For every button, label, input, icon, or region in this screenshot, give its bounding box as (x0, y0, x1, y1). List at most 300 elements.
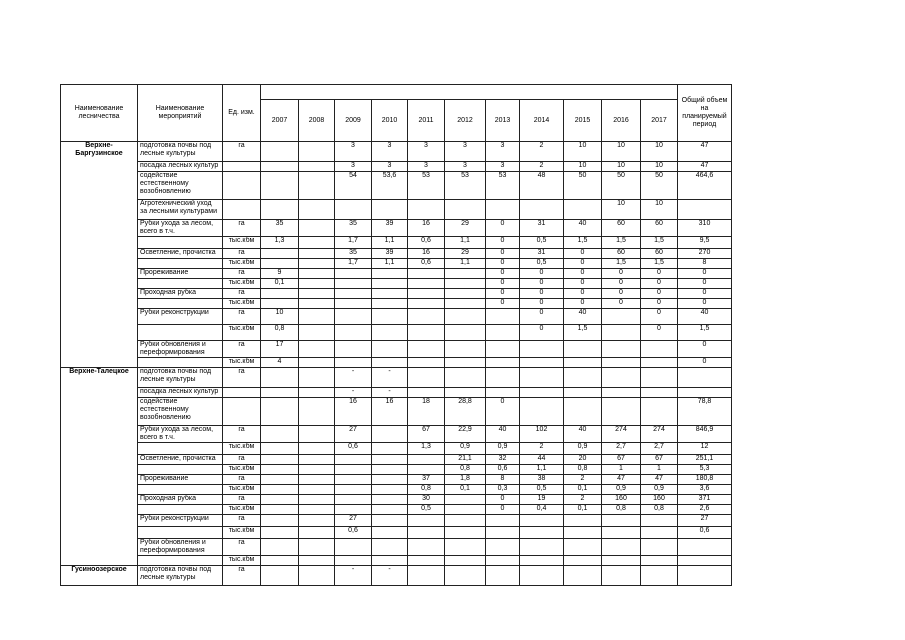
value-cell (641, 515, 678, 527)
measure-cell (138, 358, 223, 368)
table-row (61, 279, 732, 289)
value-cell: 40 (564, 309, 602, 325)
value-cell: 0 (486, 220, 520, 237)
value-cell: 2 (564, 495, 602, 505)
value-cell: 16 (408, 249, 445, 259)
value-cell: 0 (486, 249, 520, 259)
value-cell: 0,8 (602, 505, 641, 515)
value-cell: - (335, 388, 372, 398)
value-cell: 1,1 (520, 465, 564, 475)
measure-cell (138, 325, 223, 341)
value-cell: 0 (486, 289, 520, 299)
value-cell: 10 (564, 142, 602, 162)
value-cell (335, 269, 372, 279)
value-cell: 60 (641, 220, 678, 237)
value-cell: 3 (408, 162, 445, 172)
value-cell (335, 505, 372, 515)
measure-cell (138, 443, 223, 455)
total-cell: 2,6 (678, 505, 732, 515)
measure-cell: Прореживание (138, 269, 223, 279)
value-cell: 60 (602, 220, 641, 237)
table-row (61, 465, 732, 475)
value-cell (641, 341, 678, 358)
value-cell (486, 325, 520, 341)
value-cell (299, 426, 335, 443)
header-unit: Ед. изм. (223, 85, 261, 142)
table-row (61, 566, 732, 586)
value-cell (408, 388, 445, 398)
value-cell (372, 325, 408, 341)
header-year: 2008 (299, 100, 335, 142)
value-cell: 1,5 (564, 237, 602, 249)
value-cell (335, 341, 372, 358)
value-cell (408, 539, 445, 556)
value-cell: 1,1 (372, 259, 408, 269)
value-cell (299, 162, 335, 172)
value-cell (408, 341, 445, 358)
value-cell (408, 556, 445, 566)
value-cell: 35 (335, 249, 372, 259)
unit-cell: тыс.кбм (223, 556, 261, 566)
value-cell: 0 (520, 309, 564, 325)
value-cell: 0,9 (564, 443, 602, 455)
total-cell (678, 556, 732, 566)
value-cell: 2,7 (602, 443, 641, 455)
value-cell: 0,5 (520, 485, 564, 495)
value-cell: 3 (445, 162, 486, 172)
unit-cell: га (223, 249, 261, 259)
value-cell: 30 (408, 495, 445, 505)
unit-cell: га (223, 455, 261, 465)
value-cell: 0,9 (486, 443, 520, 455)
value-cell (372, 495, 408, 505)
value-cell: 8 (486, 475, 520, 485)
value-cell (408, 279, 445, 289)
value-cell: 0,9 (602, 485, 641, 495)
value-cell: 3 (486, 142, 520, 162)
table-row (61, 358, 732, 368)
value-cell: 22,9 (445, 426, 486, 443)
header-year: 2011 (408, 100, 445, 142)
value-cell: 53 (408, 172, 445, 200)
value-cell: 274 (602, 426, 641, 443)
value-cell: 0 (520, 289, 564, 299)
table-body (61, 142, 732, 586)
value-cell (520, 341, 564, 358)
value-cell (486, 566, 520, 586)
value-cell: - (372, 566, 408, 586)
header-year: 2013 (486, 100, 520, 142)
value-cell (445, 556, 486, 566)
value-cell: 0,6 (408, 259, 445, 269)
value-cell (261, 368, 299, 388)
value-cell (261, 556, 299, 566)
value-cell: 27 (335, 515, 372, 527)
total-cell: 0 (678, 341, 732, 358)
value-cell: 1,5 (602, 237, 641, 249)
total-cell: 846,9 (678, 426, 732, 443)
value-cell (261, 426, 299, 443)
table-row (61, 388, 732, 398)
value-cell (602, 398, 641, 426)
header-year: 2010 (372, 100, 408, 142)
value-cell: 2 (520, 142, 564, 162)
value-cell: 67 (602, 455, 641, 465)
header-year: 2015 (564, 100, 602, 142)
value-cell (299, 495, 335, 505)
value-cell: 0,4 (520, 505, 564, 515)
value-cell (564, 527, 602, 539)
value-cell (486, 556, 520, 566)
value-cell: 2,7 (641, 443, 678, 455)
value-cell: 47 (602, 475, 641, 485)
value-cell: 21,1 (445, 455, 486, 465)
value-cell (445, 358, 486, 368)
value-cell (408, 299, 445, 309)
value-cell (641, 358, 678, 368)
value-cell: 0,1 (261, 279, 299, 289)
value-cell (261, 398, 299, 426)
value-cell: 53,6 (372, 172, 408, 200)
value-cell (445, 200, 486, 220)
value-cell (261, 527, 299, 539)
value-cell (520, 556, 564, 566)
forestry-plan-table (60, 84, 732, 586)
value-cell (641, 527, 678, 539)
value-cell: 0,1 (445, 485, 486, 495)
value-cell (486, 341, 520, 358)
value-cell (299, 325, 335, 341)
value-cell: 10 (602, 200, 641, 220)
value-cell: 32 (486, 455, 520, 465)
total-cell: 1,5 (678, 325, 732, 341)
value-cell (372, 515, 408, 527)
unit-cell: тыс.кбм (223, 325, 261, 341)
value-cell: 0,1 (564, 485, 602, 495)
measure-cell: Рубки реконструкции (138, 309, 223, 325)
value-cell (445, 539, 486, 556)
value-cell (335, 358, 372, 368)
measure-cell: Рубки ухода за лесом, всего в т.ч. (138, 220, 223, 237)
value-cell (335, 200, 372, 220)
unit-cell: тыс.кбм (223, 299, 261, 309)
total-cell: 9,5 (678, 237, 732, 249)
value-cell: 3 (408, 142, 445, 162)
value-cell: 16 (335, 398, 372, 426)
value-cell: 1,5 (602, 259, 641, 269)
table-row (61, 341, 732, 358)
measure-cell: Прореживание (138, 475, 223, 485)
value-cell (261, 515, 299, 527)
measure-cell: Рубки обновления и переформирования (138, 341, 223, 358)
unit-cell: га (223, 539, 261, 556)
value-cell (261, 455, 299, 465)
value-cell: 0,8 (445, 465, 486, 475)
value-cell: 0 (641, 289, 678, 299)
value-cell (445, 269, 486, 279)
value-cell (641, 368, 678, 388)
value-cell (564, 388, 602, 398)
value-cell (372, 341, 408, 358)
value-cell: 10 (602, 142, 641, 162)
unit-cell (223, 388, 261, 398)
value-cell: 0,8 (564, 465, 602, 475)
value-cell (372, 539, 408, 556)
unit-cell: га (223, 309, 261, 325)
value-cell: 10 (261, 309, 299, 325)
table-row (61, 200, 732, 220)
value-cell: 0 (520, 299, 564, 309)
value-cell: 0 (564, 249, 602, 259)
value-cell (261, 465, 299, 475)
unit-cell: га (223, 495, 261, 505)
measure-cell: подготовка почвы под лесные культуры (138, 142, 223, 162)
value-cell: 3 (335, 162, 372, 172)
total-cell: 40 (678, 309, 732, 325)
unit-cell: га (223, 368, 261, 388)
value-cell (445, 279, 486, 289)
value-cell (299, 465, 335, 475)
unit-cell: га (223, 289, 261, 299)
header-years-band (261, 85, 678, 100)
total-cell: 0 (678, 289, 732, 299)
measure-cell: подготовка почвы под лесные культуры (138, 368, 223, 388)
total-cell: 0 (678, 299, 732, 309)
value-cell: 102 (520, 426, 564, 443)
value-cell (372, 556, 408, 566)
value-cell: 0 (486, 259, 520, 269)
value-cell (299, 358, 335, 368)
value-cell: 0,6 (486, 465, 520, 475)
value-cell (335, 465, 372, 475)
value-cell: 0 (486, 299, 520, 309)
value-cell (486, 527, 520, 539)
value-cell: 28,8 (445, 398, 486, 426)
value-cell: 1,7 (335, 237, 372, 249)
value-cell: 60 (602, 249, 641, 259)
value-cell (261, 539, 299, 556)
value-cell (564, 358, 602, 368)
value-cell: 3 (372, 162, 408, 172)
value-cell (299, 566, 335, 586)
value-cell (261, 259, 299, 269)
value-cell (408, 289, 445, 299)
measure-cell (138, 527, 223, 539)
value-cell (261, 289, 299, 299)
table-row (61, 527, 732, 539)
value-cell (520, 358, 564, 368)
value-cell: 0,9 (641, 485, 678, 495)
value-cell (445, 309, 486, 325)
value-cell (445, 289, 486, 299)
value-cell: 0,5 (520, 237, 564, 249)
unit-cell: тыс.кбм (223, 505, 261, 515)
table-row (61, 259, 732, 269)
value-cell: 10 (564, 162, 602, 172)
value-cell (602, 527, 641, 539)
value-cell (261, 485, 299, 495)
value-cell (486, 515, 520, 527)
total-cell: 47 (678, 142, 732, 162)
value-cell: 3 (445, 142, 486, 162)
unit-cell: га (223, 426, 261, 443)
unit-cell: тыс.кбм (223, 358, 261, 368)
measure-cell: содействие естественному возобновлению (138, 172, 223, 200)
value-cell (602, 368, 641, 388)
value-cell (335, 485, 372, 495)
table-row (61, 515, 732, 527)
table-row (61, 289, 732, 299)
unit-cell: га (223, 269, 261, 279)
value-cell: 0,5 (408, 505, 445, 515)
value-cell (299, 341, 335, 358)
value-cell: 50 (602, 172, 641, 200)
value-cell: 0,8 (408, 485, 445, 495)
value-cell: 17 (261, 341, 299, 358)
value-cell (299, 398, 335, 426)
value-cell (520, 200, 564, 220)
value-cell (445, 566, 486, 586)
value-cell: 0 (641, 309, 678, 325)
table-row (61, 299, 732, 309)
value-cell: 3 (335, 142, 372, 162)
value-cell (299, 237, 335, 249)
value-cell: 16 (372, 398, 408, 426)
value-cell: 0,3 (486, 485, 520, 495)
value-cell (564, 515, 602, 527)
table-row (61, 398, 732, 426)
table-row (61, 220, 732, 237)
table-row (61, 485, 732, 495)
measure-cell (138, 237, 223, 249)
value-cell (564, 368, 602, 388)
value-cell (408, 200, 445, 220)
forestry-name: Гусиноозерское (61, 566, 138, 586)
measure-cell (138, 259, 223, 269)
value-cell: 0 (486, 279, 520, 289)
value-cell: 10 (641, 200, 678, 220)
value-cell (602, 566, 641, 586)
unit-cell: га (223, 515, 261, 527)
total-cell: 0 (678, 279, 732, 289)
value-cell (299, 455, 335, 465)
value-cell (445, 388, 486, 398)
value-cell (602, 309, 641, 325)
forestry-name: Верхне-Баргузинское (61, 142, 138, 368)
value-cell: 0 (641, 299, 678, 309)
table-row (61, 269, 732, 279)
table-row (61, 556, 732, 566)
value-cell (299, 527, 335, 539)
value-cell (445, 505, 486, 515)
value-cell: 27 (335, 426, 372, 443)
value-cell (261, 249, 299, 259)
value-cell: 0,6 (335, 443, 372, 455)
table-row (61, 142, 732, 162)
value-cell (335, 475, 372, 485)
value-cell: 1 (641, 465, 678, 475)
unit-cell (223, 398, 261, 426)
value-cell: 0,6 (408, 237, 445, 249)
value-cell (299, 172, 335, 200)
value-cell: 10 (602, 162, 641, 172)
value-cell: - (372, 368, 408, 388)
unit-cell: га (223, 220, 261, 237)
value-cell (520, 515, 564, 527)
value-cell (486, 368, 520, 388)
value-cell (335, 325, 372, 341)
value-cell: 0 (602, 279, 641, 289)
value-cell (261, 566, 299, 586)
unit-cell: тыс.кбм (223, 527, 261, 539)
value-cell: 29 (445, 220, 486, 237)
value-cell (520, 527, 564, 539)
unit-cell: га (223, 475, 261, 485)
value-cell: 0 (602, 299, 641, 309)
value-cell: 38 (520, 475, 564, 485)
measure-cell (138, 299, 223, 309)
measure-cell: Осветление, прочистка (138, 249, 223, 259)
total-cell (678, 368, 732, 388)
unit-cell (223, 172, 261, 200)
value-cell: 0,6 (335, 527, 372, 539)
header-year: 2017 (641, 100, 678, 142)
measure-cell: Рубки реконструкции (138, 515, 223, 527)
value-cell: 50 (641, 172, 678, 200)
value-cell (372, 475, 408, 485)
value-cell: 54 (335, 172, 372, 200)
value-cell: 0 (486, 495, 520, 505)
value-cell: 3 (486, 162, 520, 172)
value-cell (520, 539, 564, 556)
value-cell: 35 (261, 220, 299, 237)
value-cell (299, 279, 335, 289)
value-cell (261, 142, 299, 162)
table-row (61, 495, 732, 505)
value-cell (372, 200, 408, 220)
value-cell: 35 (335, 220, 372, 237)
value-cell (299, 249, 335, 259)
value-cell: 37 (408, 475, 445, 485)
table-row (61, 309, 732, 325)
value-cell (408, 368, 445, 388)
unit-cell: га (223, 341, 261, 358)
value-cell (261, 200, 299, 220)
value-cell (299, 505, 335, 515)
value-cell (445, 515, 486, 527)
value-cell: 0 (564, 299, 602, 309)
value-cell (602, 515, 641, 527)
value-cell (564, 566, 602, 586)
value-cell: 40 (486, 426, 520, 443)
value-cell: 0,8 (641, 505, 678, 515)
value-cell (372, 269, 408, 279)
value-cell: 2 (520, 443, 564, 455)
total-cell: 310 (678, 220, 732, 237)
value-cell (602, 325, 641, 341)
total-cell (678, 566, 732, 586)
total-cell: 3,6 (678, 485, 732, 495)
value-cell (408, 358, 445, 368)
value-cell (602, 341, 641, 358)
value-cell (408, 566, 445, 586)
value-cell (372, 279, 408, 289)
value-cell (408, 309, 445, 325)
total-cell: 180,8 (678, 475, 732, 485)
value-cell (372, 426, 408, 443)
value-cell: 40 (564, 220, 602, 237)
value-cell (299, 556, 335, 566)
